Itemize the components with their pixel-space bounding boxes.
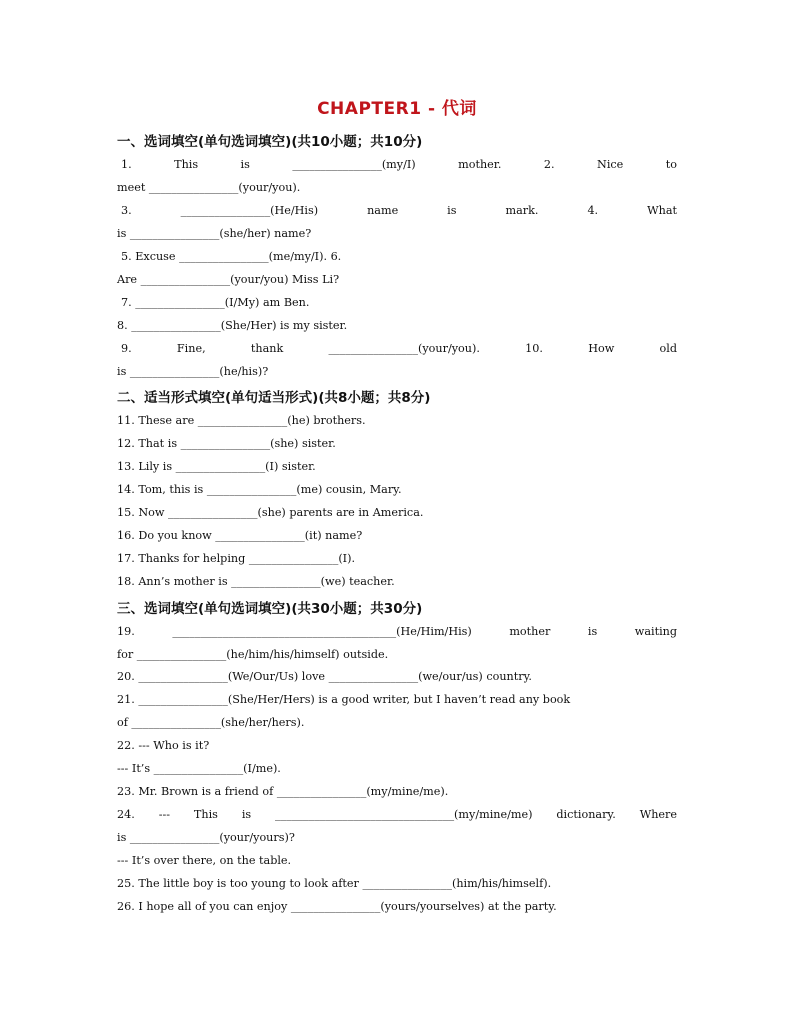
section-heading-2: 二、适当形式填空(单句适当形式)(共8小题；共8分) <box>117 390 431 406</box>
line-text: How <box>588 342 615 355</box>
line-text: is ________________(your/yours)? <box>117 831 295 844</box>
line-text: 21. ________________(She/Her/Hers) is a good writer, but I haven’t read any book <box>117 693 571 706</box>
line-text: 20. ________________(We/Our/Us) love ________________(we/our/us) country. <box>117 670 532 683</box>
line-text: 18. Ann’s mother is ________________(we) teacher. <box>117 575 395 588</box>
line-text: 12. That is ________________(she) sister. <box>117 437 336 450</box>
question-line <box>121 158 677 171</box>
section-heading-3: 三、选词填空(单句选词填空)(共30小题；共30分) <box>117 601 423 617</box>
question-line <box>117 319 677 332</box>
line-text: 6. <box>330 250 342 263</box>
line-text: is <box>587 625 598 638</box>
line-text: 22. --- Who is it? <box>117 739 210 752</box>
line-text: meet ________________(your/you). <box>117 181 301 194</box>
line-text: is ________________(he/his)? <box>117 365 269 378</box>
line-text: 23. Mr. Brown is a friend of ________________(my/mine/me). <box>117 785 449 798</box>
question-line <box>117 529 677 542</box>
question-line <box>117 483 677 496</box>
line-text: is <box>241 808 252 821</box>
question-line <box>117 365 677 378</box>
question-line <box>117 460 677 473</box>
page-title: CHAPTER1 - 代词 <box>317 99 477 119</box>
line-text: Where <box>639 808 677 821</box>
line-text: Nice <box>597 158 624 171</box>
question-line <box>121 204 677 217</box>
line-text: old <box>659 342 678 355</box>
question-line <box>117 808 677 821</box>
line-text: for ________________(he/him/his/himself) outside. <box>117 648 389 661</box>
question-line <box>117 181 677 194</box>
line-text: 17. Thanks for helping ________________(I). <box>117 552 356 565</box>
line-text: 9. Fine, thank ________________(your/you). <box>121 342 480 355</box>
section-heading-1: 一、选词填空(单句选词填空)(共10小题；共10分) <box>117 134 423 150</box>
question-line <box>117 414 677 427</box>
line-text: Are ________________(your/you) Miss Li? <box>117 273 340 286</box>
question-line <box>121 250 677 263</box>
line-text: 14. Tom, this is ________________(me) cousin, Mary. <box>117 483 402 496</box>
line-text: 13. Lily is ________________(I) sister. <box>117 460 316 473</box>
question-line <box>117 227 677 240</box>
line-text: is ________________(she/her) name? <box>117 227 312 240</box>
line-text: to <box>665 158 677 171</box>
line-text: ________________________________(my/mine/me) <box>275 808 533 821</box>
line-text: 26. I hope all of you can enjoy ________________(yours/yourselves) at the party. <box>117 900 557 913</box>
question-line <box>117 877 677 890</box>
line-text: 15. Now ________________(she) parents are in America. <box>117 506 424 519</box>
line-text: 4. <box>587 204 599 217</box>
line-text: ________________________________________(He/Him/His) <box>172 625 472 638</box>
question-line <box>117 552 677 565</box>
question-line <box>117 625 677 638</box>
line-text: 24. <box>117 808 135 821</box>
question-line <box>117 273 677 286</box>
question-line <box>117 762 677 775</box>
line-text: This <box>193 808 218 821</box>
line-text: --- <box>158 808 171 821</box>
question-line <box>117 437 677 450</box>
question-line <box>117 506 677 519</box>
question-line <box>117 670 677 683</box>
line-text: 1. This is ________________(my/I) mother. <box>121 158 502 171</box>
line-text: 3. ________________(He/His) name is mark. <box>121 204 539 217</box>
question-line <box>117 648 677 661</box>
line-text: 16. Do you know ________________(it) name? <box>117 529 363 542</box>
question-line <box>117 831 677 844</box>
line-text: of ________________(she/her/hers). <box>117 716 305 729</box>
line-text: dictionary. <box>556 808 616 821</box>
question-line <box>117 693 677 706</box>
question-line <box>117 739 677 752</box>
line-text: 8. ________________(She/Her) is my sister. <box>117 319 348 332</box>
question-line <box>117 854 677 867</box>
question-line <box>117 575 677 588</box>
line-text: 7. ________________(I/My) am Ben. <box>121 296 310 309</box>
question-line <box>121 342 677 355</box>
line-text: --- It’s ________________(I/me). <box>117 762 281 775</box>
question-line <box>121 296 677 309</box>
line-text: 11. These are ________________(he) brothers. <box>117 414 366 427</box>
question-line <box>117 900 677 913</box>
line-text: mother <box>509 625 551 638</box>
line-text: What <box>647 204 677 217</box>
line-text: 5. Excuse ________________(me/my/I). <box>121 250 327 263</box>
line-text: 10. <box>525 342 543 355</box>
line-text: 2. <box>543 158 555 171</box>
line-text: 19. <box>117 625 135 638</box>
question-line <box>117 716 677 729</box>
line-text: 25. The little boy is too young to look after ________________(him/his/himself). <box>117 877 552 890</box>
line-text: --- It’s over there, on the table. <box>117 854 292 867</box>
line-text: waiting <box>634 625 678 638</box>
question-line <box>117 785 677 798</box>
